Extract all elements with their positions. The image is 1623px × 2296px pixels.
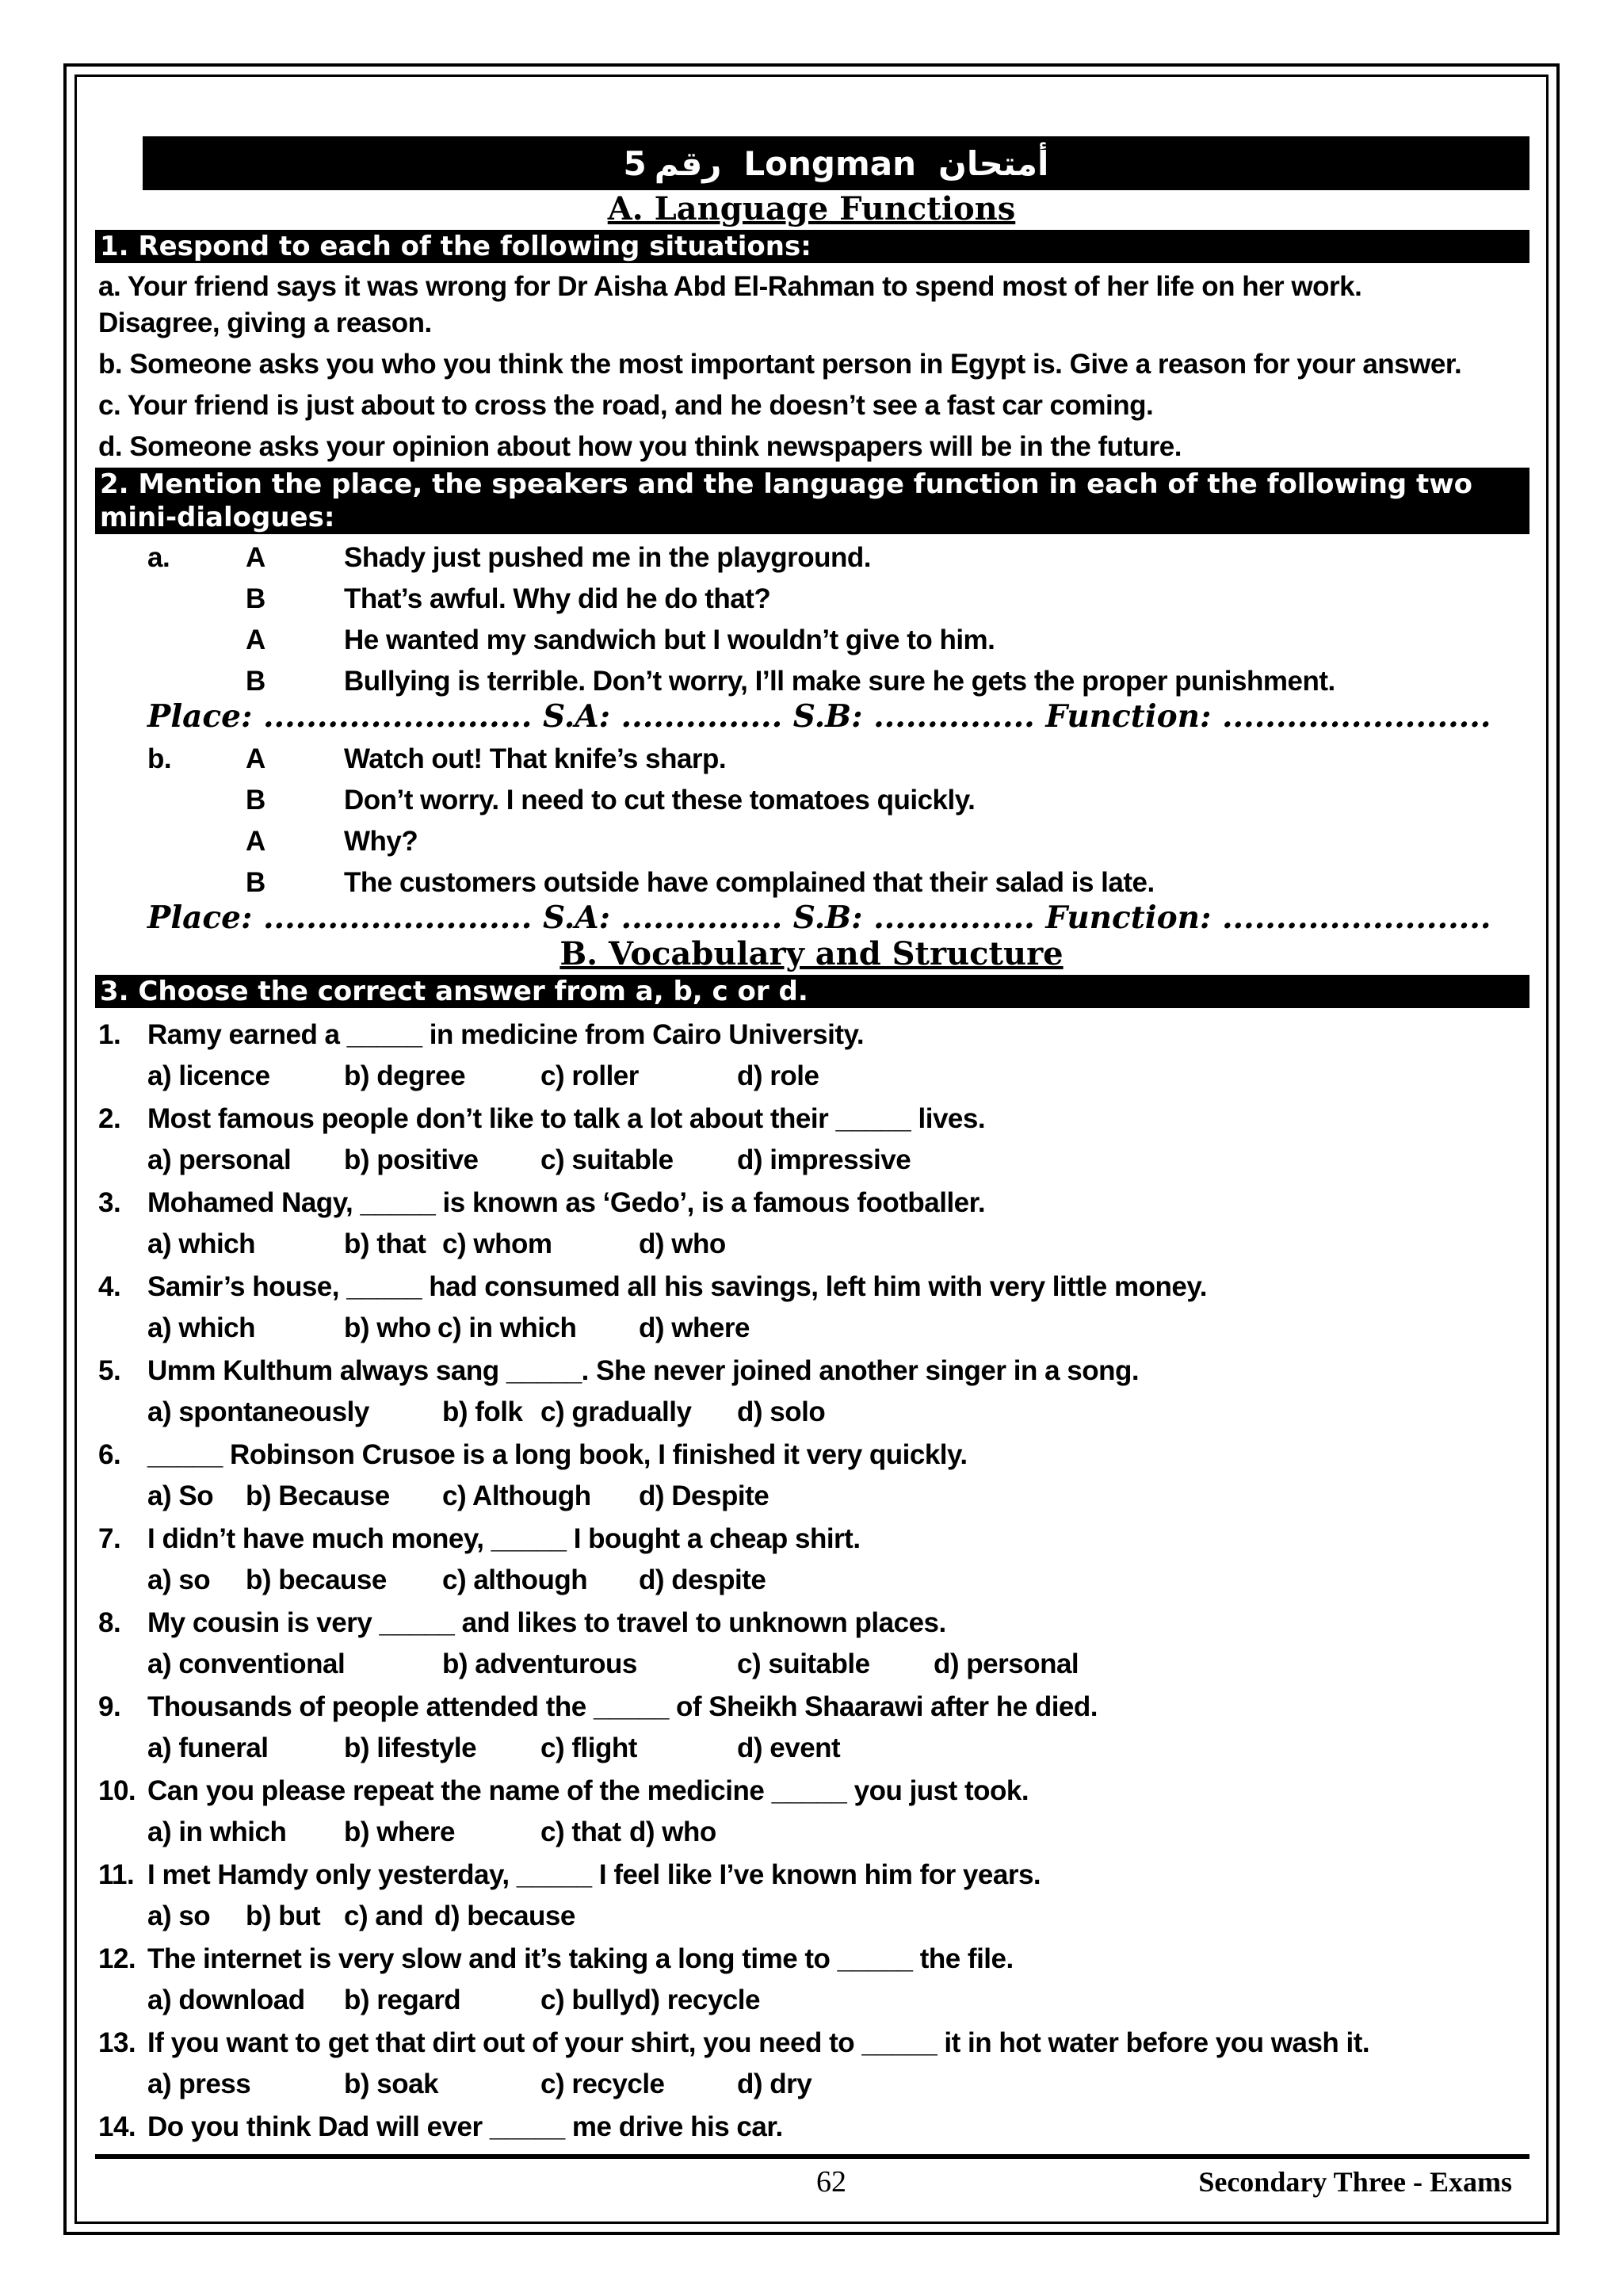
dialogue-text: He wanted my sandwich but I wouldn’t give to him.	[344, 625, 995, 655]
answer-option: b) adventurous	[442, 1648, 637, 1679]
answer-option: b) Because	[246, 1480, 390, 1511]
answer-option: b) where	[344, 1817, 455, 1847]
question-number: 13.	[98, 2027, 136, 2058]
answer-option: b) regard	[344, 1985, 461, 2015]
answer-option: d) where	[639, 1312, 750, 1343]
question-text: Can you please repeat the name of the medicine _____ you just took.	[147, 1775, 1029, 1806]
question-text: I didn’t have much money, _____ I bought a cheap shirt.	[147, 1523, 861, 1554]
answer-option: c) that	[540, 1817, 621, 1847]
question-text: I met Hamdy only yesterday, _____ I feel like I’ve known him for years.	[147, 1859, 1041, 1890]
answer-option: a) press	[147, 2069, 251, 2099]
dialogue-text: That’s awful. Why did he do that?	[344, 583, 771, 614]
q1-line: Disagree, giving a reason.	[98, 308, 432, 338]
dialogue-text: Don’t worry. I need to cut these tomatoes quickly.	[344, 785, 976, 816]
footer-label: Secondary Three - Exams	[1198, 2166, 1512, 2198]
q2-instruction-line1: 2. Mention the place, the speakers and the language function in each of the following two	[100, 468, 1472, 500]
dialogue-speaker: A	[246, 542, 265, 573]
dialogue-answer-line: Place: ......................... S.A: ............... S.B: ............... Function: .........................	[147, 900, 1491, 936]
question-number: 5.	[98, 1355, 121, 1386]
answer-option: c) although	[442, 1564, 588, 1595]
answer-option: a) which	[147, 1312, 256, 1343]
dialogue-text: Watch out! That knife’s sharp.	[344, 743, 727, 774]
dialogue-text: Why?	[344, 826, 418, 857]
question-text: _____ Robinson Crusoe is a long book, I finished it very quickly.	[147, 1439, 968, 1470]
q1-line: d. Someone asks your opinion about how you think newspapers will be in the future.	[98, 431, 1182, 462]
answer-option: c) and	[344, 1901, 424, 1931]
answer-option: b) soak	[344, 2069, 439, 2099]
dialogue-speaker: B	[246, 583, 265, 614]
dialogue-speaker: A	[246, 743, 265, 774]
question-text: Thousands of people attended the _____ of Sheikh Shaarawi after he died.	[147, 1691, 1098, 1722]
dialogue-answer-line: Place: ......................... S.A: ............... S.B: ............... Function: .........................	[147, 698, 1491, 735]
page-number: 62	[816, 2165, 846, 2199]
answer-option: c) whom	[442, 1228, 552, 1259]
answer-option: b) degree	[344, 1060, 466, 1091]
answer-option: c) Although	[442, 1480, 591, 1511]
question-text: My cousin is very _____ and likes to travel to unknown places.	[147, 1607, 946, 1638]
question-number: 11.	[98, 1859, 135, 1890]
question-number: 14.	[98, 2111, 136, 2142]
question-number: 1.	[98, 1019, 121, 1050]
q1-instruction: 1. Respond to each of the following situations:	[95, 230, 1529, 263]
q2-instruction	[95, 468, 1529, 534]
answer-option: b) because	[246, 1564, 387, 1595]
question-number: 3.	[98, 1187, 121, 1218]
dialogue-text: Shady just pushed me in the playground.	[344, 542, 872, 573]
section-b-heading: B. Vocabulary and Structure	[559, 935, 1064, 972]
footer-rule	[95, 2154, 1529, 2159]
answer-option: d) dry	[737, 2069, 812, 2099]
question-text: The internet is very slow and it’s taking a long time to _____ the file.	[147, 1943, 1014, 1974]
answer-option: c) in which	[437, 1312, 577, 1343]
answer-option: c) flight	[540, 1733, 637, 1763]
question-number: 12.	[98, 1943, 136, 1974]
q2-instruction-line2: mini-dialogues:	[100, 502, 335, 533]
answer-option: d) role	[737, 1060, 819, 1091]
q1-line: b. Someone asks you who you think the most important person in Egypt is. Give a reason for your answer.	[98, 349, 1462, 380]
answer-option: c) roller	[540, 1060, 639, 1091]
answer-option: c) suitable	[737, 1648, 870, 1679]
answer-option: c) recycle	[540, 2069, 665, 2099]
title-arabic-exam: أمتحان	[938, 143, 1049, 183]
answer-option: d) impressive	[737, 1144, 911, 1175]
question-text: Mohamed Nagy, _____ is known as ‘Gedo’, is a famous footballer.	[147, 1187, 986, 1218]
answer-option: c) bullyd) recycle	[540, 1985, 760, 2015]
dialogue-label: a.	[147, 542, 170, 573]
section-a-heading: A. Language Functions	[607, 190, 1016, 227]
question-text: Umm Kulthum always sang _____. She never joined another singer in a song.	[147, 1355, 1140, 1386]
question-number: 4.	[98, 1271, 121, 1302]
answer-option: d) solo	[737, 1396, 826, 1427]
answer-option: a) which	[147, 1228, 256, 1259]
answer-option: d) who	[629, 1817, 716, 1847]
answer-option: c) suitable	[540, 1144, 674, 1175]
question-number: 6.	[98, 1439, 121, 1470]
answer-option: a) so	[147, 1901, 211, 1931]
question-text: Ramy earned a _____ in medicine from Cairo University.	[147, 1019, 865, 1050]
answer-option: b) folk	[442, 1396, 523, 1427]
dialogue-text: The customers outside have complained that their salad is late.	[344, 867, 1155, 898]
answer-option: b) but	[246, 1901, 321, 1931]
dialogue-label: b.	[147, 743, 172, 774]
answer-option: d) because	[434, 1901, 575, 1931]
q3-instruction: 3. Choose the correct answer from a, b, c or d.	[95, 975, 1529, 1008]
title-brand: Longman	[743, 143, 916, 183]
dialogue-speaker: B	[246, 666, 265, 697]
question-number: 10.	[98, 1775, 136, 1806]
question-text: If you want to get that dirt out of your shirt, you need to _____ it in hot water before you wash it.	[147, 2027, 1370, 2058]
question-number: 7.	[98, 1523, 121, 1554]
answer-option: a) personal	[147, 1144, 292, 1175]
dialogue-speaker: B	[246, 867, 265, 898]
question-text: Most famous people don’t like to talk a lot about their _____ lives.	[147, 1103, 986, 1134]
answer-option: b) lifestyle	[344, 1733, 477, 1763]
q1-line: c. Your friend is just about to cross the road, and he doesn’t see a fast car coming.	[98, 390, 1154, 421]
dialogue-speaker: A	[246, 826, 265, 857]
answer-option: d) personal	[934, 1648, 1079, 1679]
answer-option: a) funeral	[147, 1733, 269, 1763]
answer-option: c) gradually	[540, 1396, 692, 1427]
answer-option: d) Despite	[639, 1480, 769, 1511]
answer-option: a) So	[147, 1480, 214, 1511]
answer-option: b) positive	[344, 1144, 479, 1175]
question-text: Samir’s house, _____ had consumed all his savings, left him with very little money.	[147, 1271, 1207, 1302]
answer-option: a) conventional	[147, 1648, 346, 1679]
answer-option: b) that	[344, 1228, 426, 1259]
exam-title-bar	[143, 136, 1529, 190]
answer-option: d) despite	[639, 1564, 766, 1595]
dialogue-speaker: B	[246, 785, 265, 816]
question-number: 8.	[98, 1607, 121, 1638]
answer-option: a) licence	[147, 1060, 270, 1091]
question-number: 9.	[98, 1691, 121, 1722]
q1-line: a. Your friend says it was wrong for Dr Aisha Abd El-Rahman to spend most of her life on her work.	[98, 271, 1362, 302]
answer-option: a) download	[147, 1985, 305, 2015]
answer-option: a) in which	[147, 1817, 287, 1847]
title-number: 5	[623, 143, 647, 183]
answer-option: a) spontaneously	[147, 1396, 369, 1427]
dialogue-text: Bullying is terrible. Don’t worry, I’ll make sure he gets the proper punishment.	[344, 666, 1335, 697]
answer-option: b) who	[344, 1312, 431, 1343]
answer-option: d) event	[737, 1733, 841, 1763]
answer-option: a) so	[147, 1564, 211, 1595]
dialogue-speaker: A	[246, 625, 265, 655]
title-arabic-raqam: رقم	[654, 143, 722, 183]
question-number: 2.	[98, 1103, 121, 1134]
answer-option: d) who	[639, 1228, 726, 1259]
question-text: Do you think Dad will ever _____ me drive his car.	[147, 2111, 783, 2142]
